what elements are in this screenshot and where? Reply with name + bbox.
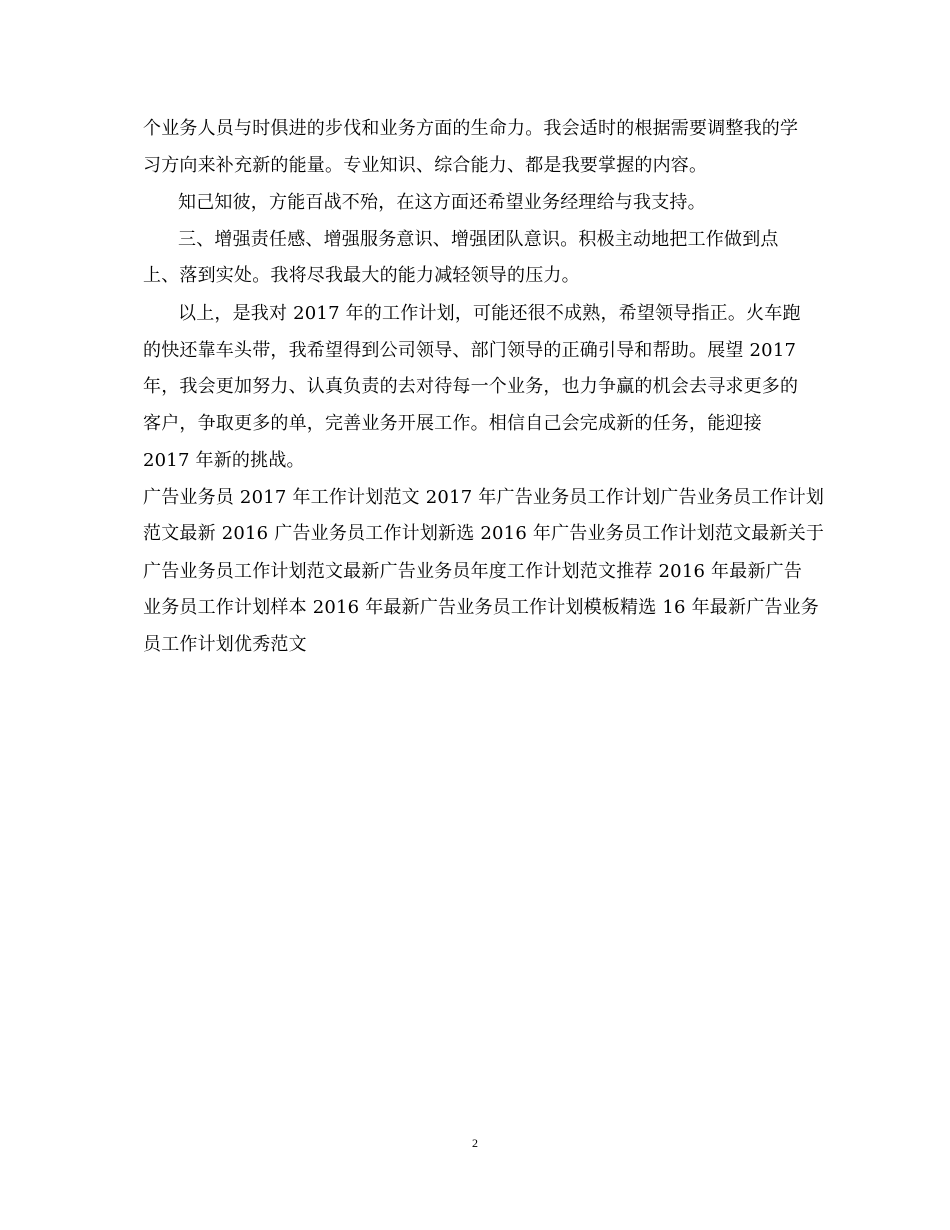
text-line: 年，我会更加努力、认真负责的去对待每一个业务，也力争赢的机会去寻求更多的 — [143, 376, 799, 397]
related-links-line: 业务员工作计划样本 2016 年最新广告业务员工作计划模板精选 16 年最新广告业务 — [143, 597, 819, 618]
text-line: 的快还靠车头带，我希望得到公司领导、部门领导的正确引导和帮助。展望 2017 — [143, 340, 797, 361]
text-line: 客户，争取更多的单，完善业务开展工作。相信自己会完成新的任务，能迎接 — [143, 413, 762, 434]
paragraph-line: 知己知彼，方能百战不殆，在这方面还希望业务经理给与我支持。 — [178, 192, 706, 213]
text-line: 上、落到实处。我将尽我最大的能力减轻领导的压力。 — [143, 265, 580, 286]
paragraph-line: 三、增强责任感、增强服务意识、增强团队意识。积极主动地把工作做到点 — [178, 229, 779, 250]
text-line: 习方向来补充新的能量。专业知识、综合能力、都是我要掌握的内容。 — [143, 155, 708, 176]
page-number: 2 — [472, 1136, 478, 1150]
related-links-line: 广告业务员工作计划范文最新广告业务员年度工作计划范文推荐 2016 年最新广告 — [143, 561, 803, 582]
related-links-line: 员工作计划优秀范文 — [143, 634, 307, 655]
related-links-line: 范文最新 2016 广告业务员工作计划新选 2016 年广告业务员工作计划范文最新关于 — [143, 523, 825, 544]
text-line: 2017 年新的挑战。 — [143, 450, 305, 471]
paragraph-line: 以上，是我对 2017 年的工作计划，可能还很不成熟，希望领导指正。火车跑 — [178, 303, 801, 324]
text-line: 个业务人员与时俱进的步伐和业务方面的生命力。我会适时的根据需要调整我的学 — [143, 118, 799, 139]
related-links-line: 广告业务员 2017 年工作计划范文 2017 年广告业务员工作计划广告业务员工作计划 — [143, 487, 825, 508]
